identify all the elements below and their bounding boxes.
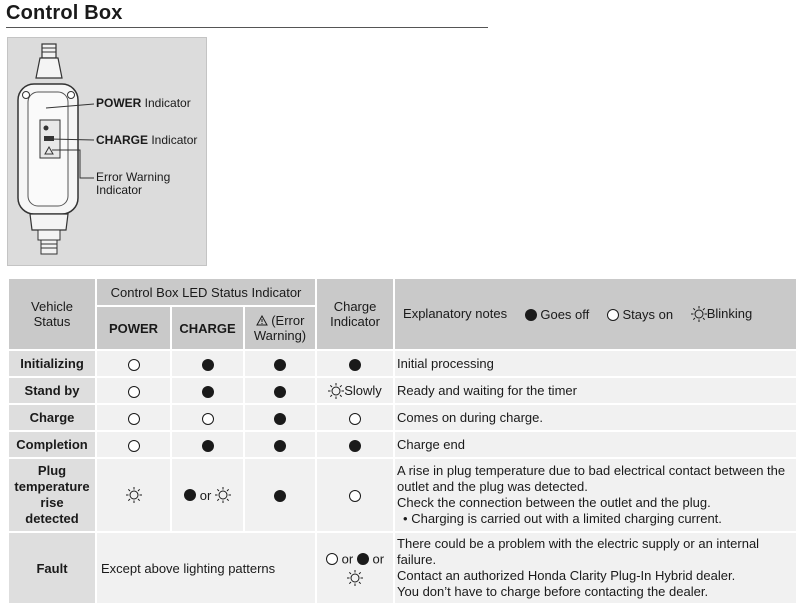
goes-off-icon (202, 386, 214, 398)
goes-off-icon (274, 359, 286, 371)
blinking-icon (328, 383, 344, 399)
stays-on-icon (128, 413, 140, 425)
goes-off-icon (202, 440, 214, 452)
goes-off-icon (274, 440, 286, 452)
power-indicator-callout: POWER Indicator (96, 96, 191, 110)
page-title: Control Box (6, 2, 123, 24)
filled-dot-icon (525, 309, 537, 321)
blinking-icon (215, 487, 231, 503)
stays-on-icon (349, 413, 361, 425)
open-circle-icon (607, 309, 619, 321)
status-cell: Plug temperature rise detected (9, 459, 95, 531)
power-column-header: POWER (97, 307, 170, 349)
table-row (9, 351, 796, 376)
goes-off-icon (274, 386, 286, 398)
blinking-icon (126, 487, 142, 503)
control-box-figure (7, 37, 207, 266)
status-cell: Charge (9, 405, 95, 430)
note-cell: A rise in plug temperature due to bad electrical contact between the outlet and the plug was detected. Check the connection between the outlet and the plug. • Charging is carried out with a limited charging current. (395, 459, 796, 531)
table-row (9, 378, 796, 403)
status-cell: Completion (9, 432, 95, 457)
legend-goes-off: Goes off (525, 307, 590, 322)
stays-on-icon (128, 386, 140, 398)
note-cell: Ready and waiting for the timer (395, 378, 796, 403)
stays-on-icon (326, 553, 338, 565)
fault-led-cell: Except above lighting patterns (97, 533, 315, 603)
stays-on-icon (202, 413, 214, 425)
led-status-table (7, 277, 798, 605)
status-cell: Stand by (9, 378, 95, 403)
legend-stays-on: Stays on (607, 307, 673, 322)
status-cell: Initializing (9, 351, 95, 376)
note-cell: There could be a problem with the electric supply or an internal failure. Contact an authorized Honda Clarity Plug-In Hybrid dealer. You don’t have to charge before contacting the dealer. (395, 533, 796, 603)
goes-off-icon (184, 489, 196, 501)
goes-off-icon (274, 490, 286, 502)
table-row: Fault Except above lighting patterns or or There could be a problem with the electric supply or an internal failure. Contact an authorized Honda Clarity Plug-In Hybrid dealer. You don’t have to charge before contacting the dealer. (9, 533, 796, 603)
explanatory-notes-header: Explanatory notes Goes off Stays on Blinking (395, 279, 796, 349)
charge-indicator-callout: CHARGE Indicator (96, 133, 198, 147)
warning-triangle-icon (256, 315, 268, 326)
charge-column-header: CHARGE (172, 307, 243, 349)
slowly-label: Slowly (344, 383, 382, 399)
goes-off-icon (274, 413, 286, 425)
control-box-illustration (8, 38, 208, 267)
stays-on-icon (128, 359, 140, 371)
note-cell: Charge end (395, 432, 796, 457)
table-row (9, 405, 796, 430)
table-row: Plug temperature rise detected or A rise in plug temperature due to bad electrical contact between the outlet and the plug was detected. Check the connection between the outlet and the plug. • Charging is carried out with a limited charging current. (9, 459, 796, 531)
stays-on-icon (349, 490, 361, 502)
goes-off-icon (349, 440, 361, 452)
legend-blinking: Blinking (691, 306, 753, 323)
vehicle-status-header: Vehicle Status (9, 279, 95, 349)
table-row (9, 432, 796, 457)
status-cell: Fault (9, 533, 95, 603)
stays-on-icon (128, 440, 140, 452)
goes-off-icon (349, 359, 361, 371)
goes-off-icon (357, 553, 369, 565)
led-group-header: Control Box LED Status Indicator (97, 279, 315, 305)
blinking-icon (347, 570, 363, 586)
note-cell: Comes on during charge. (395, 405, 796, 430)
title-divider (6, 27, 488, 28)
blinking-icon (691, 306, 707, 322)
charge-indicator-header: Charge Indicator (317, 279, 393, 349)
note-cell: Initial processing (395, 351, 796, 376)
error-warning-callout: Error Warning Indicator (96, 170, 171, 197)
error-column-header: (Error Warning) (245, 307, 315, 349)
goes-off-icon (202, 359, 214, 371)
